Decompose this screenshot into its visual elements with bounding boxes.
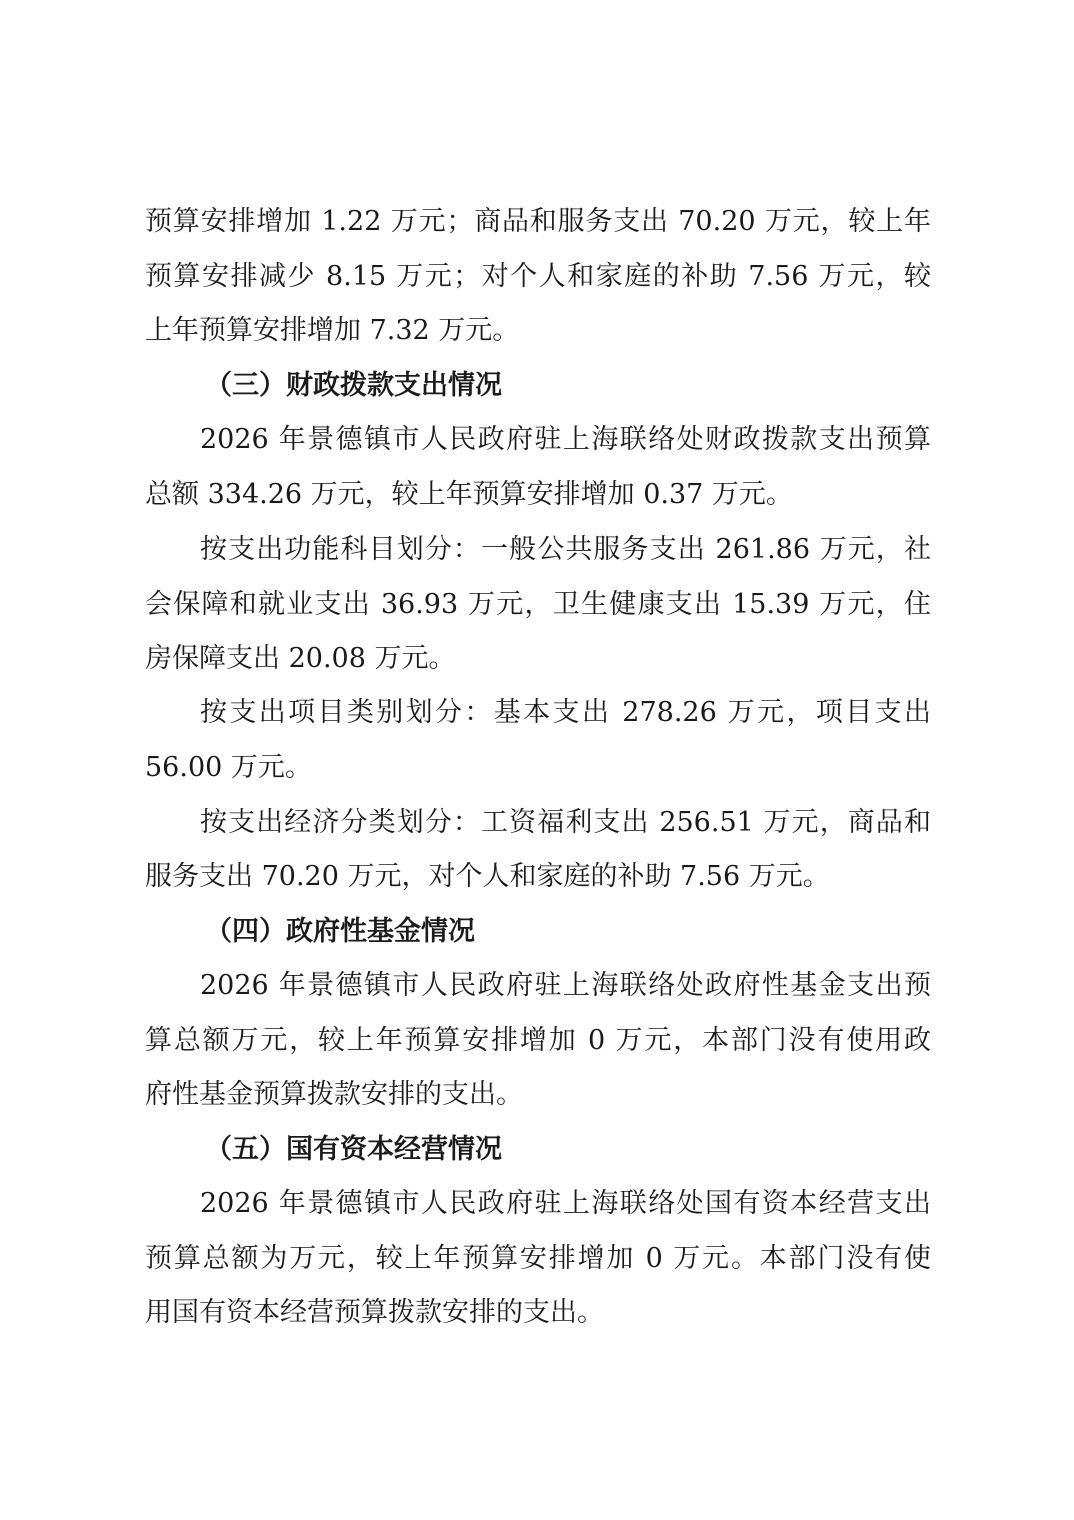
paragraph-line: 用国有资本经营预算拨款安排的支出。 [145,1297,604,1328]
paragraph-line: 算总额万元，较上年预算安排增加 0 万元，本部门没有使用政 [145,1025,931,1056]
paragraph-line: 预算安排增加 1.22 万元；商品和服务支出 70.20 万元，较上年 [145,206,931,237]
paragraph-line: 府性基金预算拨款安排的支出。 [145,1079,523,1110]
paragraph-line: 会保障和就业支出 36.93 万元，卫生健康支出 15.39 万元，住 [145,589,931,620]
paragraph-line: 56.00 万元。 [145,752,312,783]
section-heading-3: （三）财政拨款支出情况 [205,370,502,401]
section-heading-4: （四）政府性基金情况 [205,916,475,947]
paragraph-line: 按支出项目类别划分：基本支出 278.26 万元，项目支出 [200,697,931,728]
paragraph-line: 预算安排减少 8.15 万元；对个人和家庭的补助 7.56 万元，较 [145,261,931,292]
paragraph-line: 预算总额为万元，较上年预算安排增加 0 万元。本部门没有使 [145,1243,931,1274]
paragraph-line: 按支出经济分类划分：工资福利支出 256.51 万元，商品和 [200,807,931,838]
paragraph-line: 2026 年景德镇市人民政府驻上海联络处政府性基金支出预 [200,970,931,1001]
paragraph-line: 服务支出 70.20 万元，对个人和家庭的补助 7.56 万元。 [145,861,830,892]
paragraph-line: 按支出功能科目划分：一般公共服务支出 261.86 万元，社 [200,534,931,565]
paragraph-line: 上年预算安排增加 7.32 万元。 [145,315,520,346]
section-heading-5: （五）国有资本经营情况 [205,1134,502,1165]
paragraph-line: 总额 334.26 万元，较上年预算安排增加 0.37 万元。 [145,479,793,510]
paragraph-line: 2026 年景德镇市人民政府驻上海联络处国有资本经营支出 [200,1188,931,1219]
paragraph-line: 2026 年景德镇市人民政府驻上海联络处财政拨款支出预算 [200,424,931,455]
paragraph-line: 房保障支出 20.08 万元。 [145,643,456,674]
